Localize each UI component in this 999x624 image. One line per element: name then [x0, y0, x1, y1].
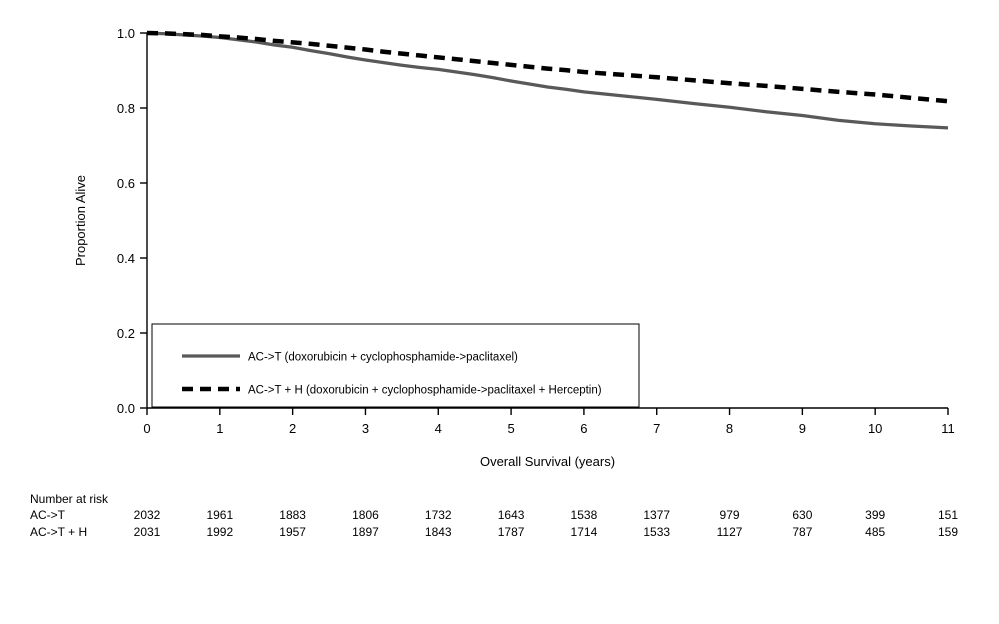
x-tick-label: 6 [580, 421, 588, 436]
risk-cell-1-6: 1714 [570, 525, 598, 539]
risk-cell-0-1: 1961 [206, 508, 234, 522]
y-tick-label: 0.0 [116, 401, 135, 416]
x-tick-label: 3 [361, 421, 370, 436]
risk-cell-0-7: 1377 [643, 508, 671, 522]
risk-cell-1-11: 159 [937, 525, 959, 539]
x-tick-label: 10 [867, 421, 883, 436]
risk-cell-0-0: 2032 [133, 508, 161, 522]
y-tick-label: 0.6 [116, 176, 135, 191]
risk-cell-0-8: 979 [719, 508, 740, 522]
risk-row-label-1: AC->T + H [30, 525, 88, 539]
x-tick-label: 5 [507, 421, 515, 436]
risk-cell-0-11: 151 [937, 508, 959, 522]
y-tick-label: 0.4 [116, 251, 135, 266]
risk-cell-1-4: 1843 [424, 525, 452, 539]
risk-row-1 [30, 525, 990, 542]
y-axis-title: Proportion Alive [73, 174, 88, 267]
risk-cell-0-6: 1538 [570, 508, 598, 522]
y-tick-label: 0.8 [116, 101, 135, 116]
y-tick-label: 1.0 [116, 26, 135, 41]
x-tick-label: 8 [725, 421, 734, 436]
series-line-0 [147, 33, 948, 128]
risk-cell-1-8: 1127 [716, 525, 743, 539]
risk-table-title: Number at risk [30, 492, 109, 506]
legend-label-1: AC->T + H (doxorubicin + cyclophosphamide->paclitaxel + Herceptin) [248, 384, 602, 397]
risk-cell-0-10: 399 [865, 508, 886, 522]
risk-cell-1-7: 1533 [643, 525, 671, 539]
risk-cell-0-9: 630 [792, 508, 813, 522]
risk-cell-1-5: 1787 [497, 525, 525, 539]
x-tick-label: 7 [653, 421, 661, 436]
y-tick-label: 0.2 [116, 326, 135, 341]
risk-cell-1-9: 787 [792, 525, 813, 539]
x-tick-label: 9 [798, 421, 806, 436]
risk-cell-0-2: 1883 [279, 508, 306, 522]
x-axis-title: Overall Survival (years) [479, 454, 616, 469]
risk-cell-1-1: 1992 [206, 525, 234, 539]
number-at-risk-table [30, 492, 990, 542]
x-tick-label: 0 [143, 421, 151, 436]
risk-cell-1-2: 1957 [279, 525, 306, 539]
x-tick-label: 4 [434, 421, 442, 436]
risk-cell-1-3: 1897 [352, 525, 379, 539]
x-tick-label: 11 [941, 421, 955, 436]
risk-cell-0-5: 1643 [497, 508, 525, 522]
risk-cell-0-3: 1806 [352, 508, 379, 522]
legend-label-0: AC->T (doxorubicin + cyclophosphamide->paclitaxel) [248, 351, 518, 364]
risk-cell-1-10: 485 [865, 525, 886, 539]
risk-cell-1-0: 2031 [133, 525, 161, 539]
risk-row-label-0: AC->T [30, 508, 66, 522]
risk-cell-0-4: 1732 [424, 508, 452, 522]
x-tick-label: 2 [289, 421, 297, 436]
risk-row-0 [30, 508, 990, 525]
x-tick-label: 1 [216, 421, 224, 436]
